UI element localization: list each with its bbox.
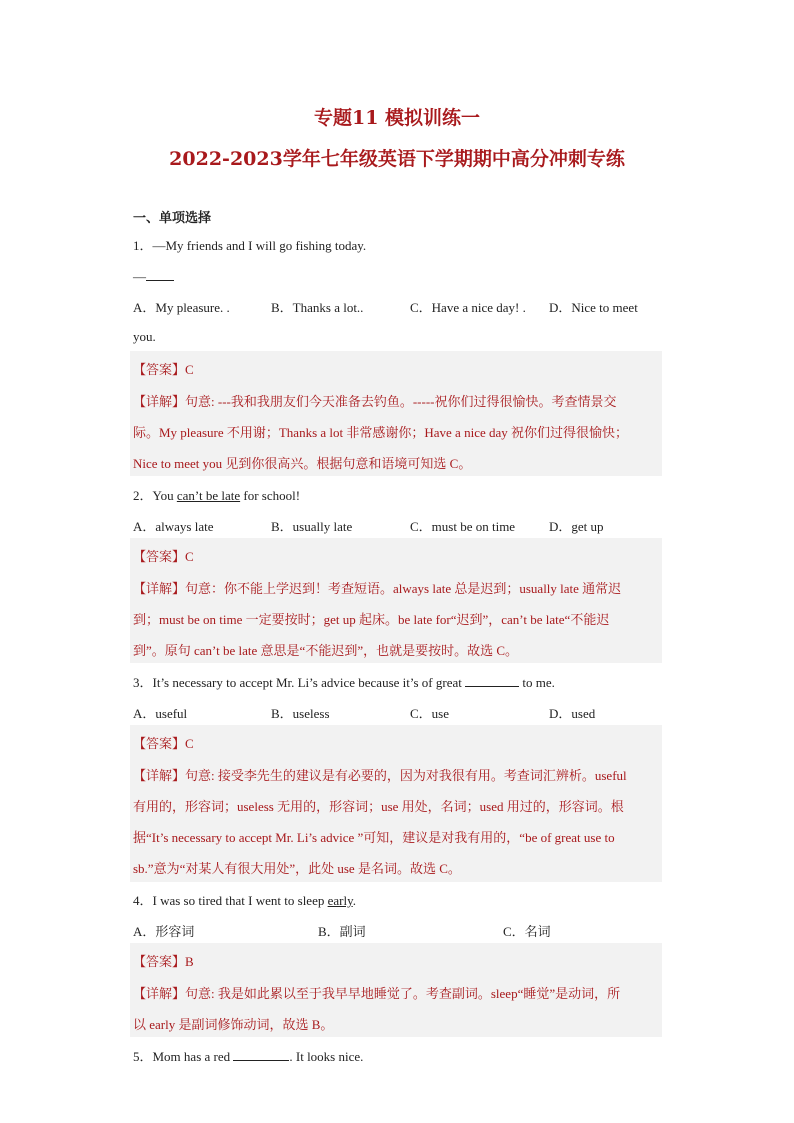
document-title: 专题11 模拟训练一 (313, 107, 481, 129)
underlined-phrase: can’t be late (176, 488, 241, 503)
explanation-3-line: 【详解】句意: 接受李先生的建议是有必要的，因为对我很有用。考查词汇辨析。useful (133, 768, 627, 783)
document-subtitle: 2022-2023学年七年级英语下学期期中高分冲刺专练 (169, 148, 625, 170)
question-3-option-d: D．used (549, 706, 596, 721)
question-2-option-a: A．always late (133, 519, 214, 534)
question-3-stem (133, 672, 555, 691)
question-2-stem (133, 485, 300, 504)
section-heading: 一、单项选择 (133, 211, 212, 226)
explanation-1-line: 际。My pleasure 不用谢；Thanks a lot 非常感谢你；Have a nice day 祝你们过得很愉快； (133, 425, 629, 440)
answer-blank (146, 268, 174, 281)
question-2-option-c: C．must be on time (410, 519, 516, 534)
question-3-option-c: C．use (410, 706, 450, 721)
question-3-option-a: A．useful (133, 706, 188, 721)
explanation-2-line: 到；must be on time 一定要按时；get up 起床。be late for“迟到”，can’t be late“不能迟 (133, 612, 610, 627)
question-1-reply (133, 268, 174, 285)
answer-blank (233, 1048, 289, 1061)
explanation-4-line: 【详解】句意: 我是如此累以至于我早早地睡觉了。考查副词。sleep“睡觉”是动词，所 (133, 986, 621, 1001)
question-3-option-b: B．useless (271, 706, 330, 721)
question-2-option-d: D．get up (549, 519, 604, 534)
question-1-stem: 1．—My friends and I will go fishing today. (133, 238, 367, 253)
question-4-option-b: B．副词 (318, 924, 366, 939)
question-4-stem (133, 890, 356, 909)
dash: — (133, 269, 146, 284)
explanation-1-line: 【详解】句意: ---我和我朋友们今天准备去钓鱼。-----祝你们过得很愉快。考查情景交 (133, 394, 617, 409)
question-2-option-b: B．usually late (271, 519, 353, 534)
question-1-option-a: A．My pleasure. . (133, 300, 230, 315)
question-4-option-c: C．名词 (503, 924, 551, 939)
explanation-3-line: sb.”意为“对某人有很大用处”，此处 use 是名词。故选 C。 (133, 861, 461, 876)
explanation-4-line: 以 early 是副词修饰动词，故选 B。 (133, 1017, 334, 1032)
answer-3: 【答案】C (133, 736, 194, 751)
question-5-stem (133, 1046, 363, 1065)
stem-text: . It looks nice. (289, 1049, 364, 1064)
explanation-1-line: Nice to meet you 见到你很高兴。根据句意和语境可知选 C。 (133, 456, 472, 471)
explanation-3-line: 据“It’s necessary to accept Mr. Li’s advice ”可知，建议是对我有用的，“be of great use to (133, 830, 615, 845)
stem-text: 3．It’s necessary to accept Mr. Li’s advice because it’s of great (133, 675, 466, 690)
answer-blank (465, 674, 519, 687)
question-4-option-a: A．形容词 (133, 924, 195, 939)
stem-text: for school! (240, 488, 301, 503)
question-1-option-c: C．Have a nice day! . (410, 300, 526, 315)
explanation-3-line: 有用的，形容词；useless 无用的，形容词；use 用处，名词；used 用过的，形容词。根 (133, 799, 624, 814)
question-1-option-d-cont: you. (133, 329, 156, 344)
answer-1: 【答案】C (133, 362, 194, 377)
stem-text: 4．I was so tired that I went to sleep (133, 893, 328, 908)
question-1-option-b: B．Thanks a lot.. (271, 300, 364, 315)
explanation-2-line: 到”。原句 can’t be late 意思是“不能迟到”，也就是要按时。故选 C。 (133, 643, 519, 658)
answer-4: 【答案】B (133, 954, 194, 969)
stem-text: to me. (519, 675, 555, 690)
question-1-option-d: D．Nice to meet (549, 300, 638, 315)
stem-text: 2．You (133, 488, 177, 503)
explanation-2-line: 【详解】句意：你不能上学迟到！考查短语。always late 总是迟到；usually late 通常迟 (133, 581, 622, 596)
stem-text: 5．Mom has a red (133, 1049, 234, 1064)
underlined-word: early (327, 893, 353, 908)
answer-2: 【答案】C (133, 549, 194, 564)
stem-text: . (352, 893, 356, 908)
